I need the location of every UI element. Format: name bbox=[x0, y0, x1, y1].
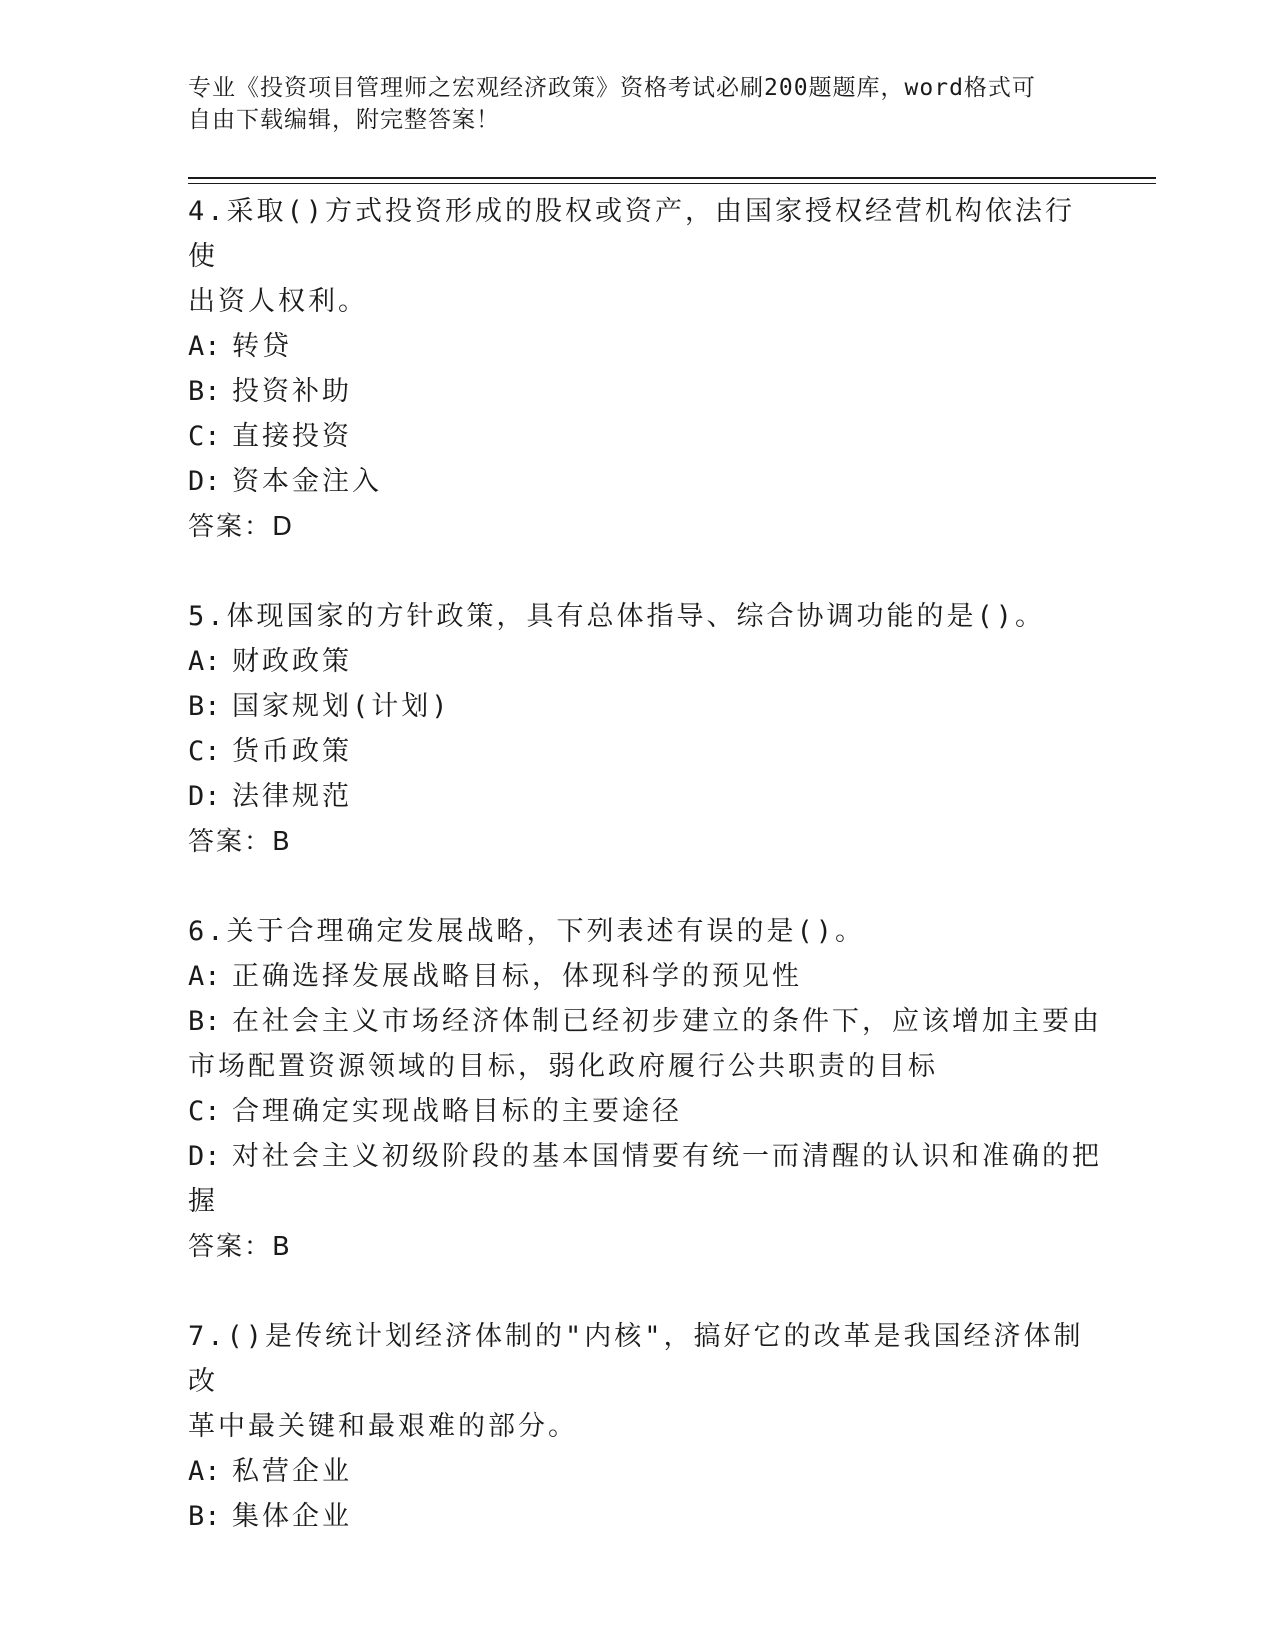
option-d bbox=[188, 1134, 1102, 1179]
answer-line bbox=[188, 1224, 1088, 1270]
question-stem-line: 7.()是传统计划经济体制的"内核"，搞好它的改革是我国经济体制改 bbox=[188, 1321, 1084, 1397]
answer-value: B bbox=[272, 1232, 291, 1262]
option-label: A: bbox=[188, 961, 221, 992]
option-label: B: bbox=[188, 376, 221, 407]
option-label: A: bbox=[188, 331, 221, 362]
option-label: D: bbox=[188, 466, 221, 497]
option-text: 在社会主义市场经济体制已经初步建立的条件下，应该增加主要由 bbox=[232, 1006, 1102, 1037]
header-divider-thick bbox=[188, 177, 1156, 179]
question-stem-line: 革中最关键和最艰难的部分。 bbox=[188, 1411, 578, 1442]
question-stem-line: 6.关于合理确定发展战略，下列表述有误的是()。 bbox=[188, 916, 866, 947]
option-label: B: bbox=[188, 1006, 221, 1037]
answer-value: D bbox=[272, 512, 294, 542]
option-text: 法律规范 bbox=[232, 781, 352, 812]
question-7 bbox=[188, 1314, 1088, 1539]
option-text: 投资补助 bbox=[232, 376, 352, 407]
option-text: 合理确定实现战略目标的主要途径 bbox=[232, 1096, 682, 1127]
question-5 bbox=[188, 594, 1088, 865]
option-d bbox=[188, 774, 1088, 819]
question-stem-line: 4.采取()方式投资形成的股权或资产，由国家授权经营机构依法行使 bbox=[188, 196, 1076, 272]
option-label: B: bbox=[188, 691, 221, 722]
option-b bbox=[188, 999, 1102, 1044]
option-label: A: bbox=[188, 646, 221, 677]
option-text: 国家规划(计划) bbox=[232, 691, 451, 722]
option-a bbox=[188, 1449, 1088, 1494]
question-4 bbox=[188, 189, 1088, 550]
option-text: 集体企业 bbox=[232, 1501, 352, 1532]
option-text: 正确选择发展战略目标，体现科学的预见性 bbox=[232, 961, 802, 992]
question-list bbox=[188, 189, 1102, 1583]
option-text: 对社会主义初级阶段的基本国情要有统一而清醒的认识和准确的把 bbox=[232, 1141, 1102, 1172]
option-label: A: bbox=[188, 1456, 221, 1487]
option-text: 货币政策 bbox=[232, 736, 352, 767]
option-label: D: bbox=[188, 781, 221, 812]
option-label: D: bbox=[188, 1141, 221, 1172]
option-d-continuation: 握 bbox=[188, 1186, 218, 1217]
option-label: C: bbox=[188, 1096, 221, 1127]
option-b bbox=[188, 1494, 1088, 1539]
question-6 bbox=[188, 909, 1102, 1270]
header-line-2: 自由下载编辑，附完整答案！ bbox=[188, 107, 500, 133]
option-text: 资本金注入 bbox=[232, 466, 382, 497]
question-stem-line: 出资人权利。 bbox=[188, 286, 368, 317]
option-text: 私营企业 bbox=[232, 1456, 352, 1487]
option-text: 财政政策 bbox=[232, 646, 352, 677]
option-d bbox=[188, 459, 1088, 504]
document-header bbox=[188, 72, 1068, 136]
answer-prefix: 答案： bbox=[188, 512, 273, 542]
option-c bbox=[188, 1089, 1088, 1134]
answer-prefix: 答案： bbox=[188, 827, 273, 857]
option-b bbox=[188, 369, 1088, 414]
option-c bbox=[188, 729, 1088, 774]
option-text: 转贷 bbox=[232, 331, 292, 362]
option-b bbox=[188, 684, 1088, 729]
option-label: B: bbox=[188, 1501, 221, 1532]
answer-prefix: 答案： bbox=[188, 1232, 273, 1262]
answer-line bbox=[188, 504, 1088, 550]
option-b-continuation: 市场配置资源领域的目标，弱化政府履行公共职责的目标 bbox=[188, 1051, 938, 1082]
option-text: 直接投资 bbox=[232, 421, 352, 452]
option-a bbox=[188, 324, 1088, 369]
option-label: C: bbox=[188, 421, 221, 452]
answer-value: B bbox=[272, 827, 291, 857]
header-divider-thin bbox=[188, 183, 1156, 184]
option-a bbox=[188, 639, 1088, 684]
option-a bbox=[188, 954, 1088, 999]
answer-line bbox=[188, 819, 1088, 865]
option-c bbox=[188, 414, 1088, 459]
header-line-1: 专业《投资项目管理师之宏观经济政策》资格考试必刷200题题库，word格式可 bbox=[188, 75, 1036, 101]
question-stem-line: 5.体现国家的方针政策，具有总体指导、综合协调功能的是()。 bbox=[188, 601, 1046, 632]
option-label: C: bbox=[188, 736, 221, 767]
